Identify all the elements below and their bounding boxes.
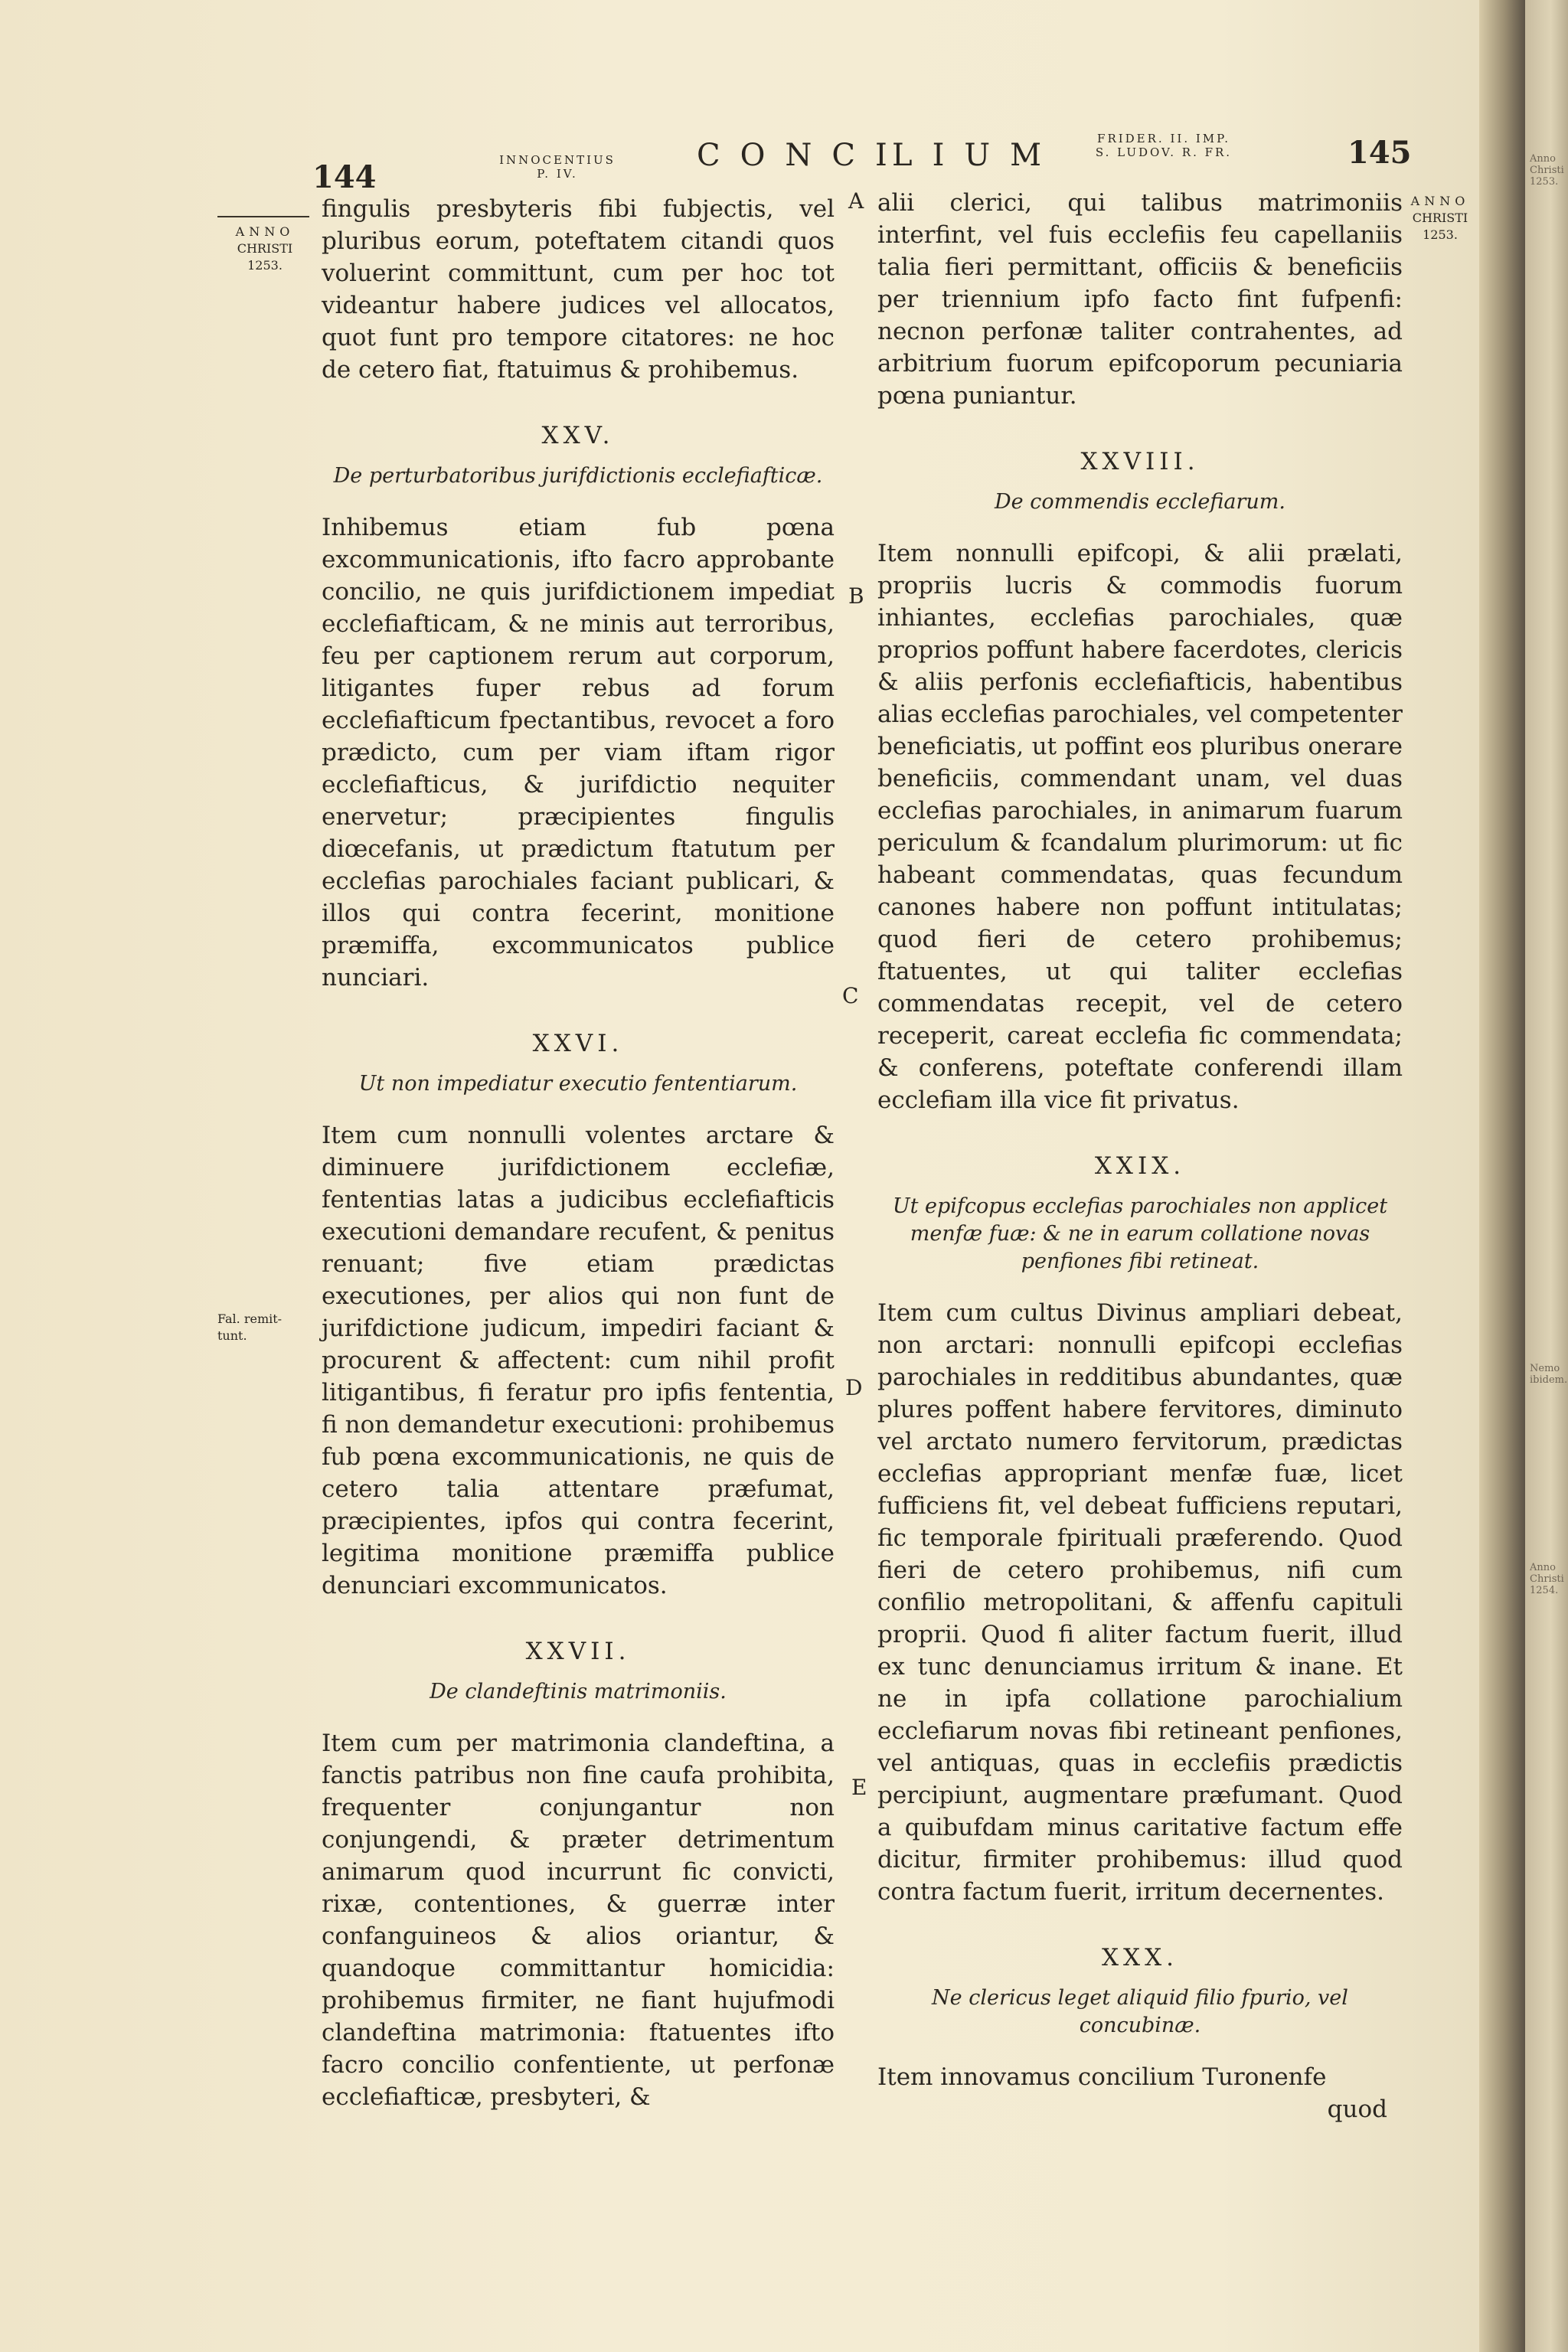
section-letter-c: C	[842, 983, 859, 1008]
left-margin-variant-note	[217, 1311, 312, 1344]
variant-note-line-2: tunt.	[217, 1328, 247, 1343]
left-running-head-line-1: INNOCENTIUS	[499, 153, 616, 167]
left-paragraph: Item cum per matrimonia clandeftina, a fanctis patribus non fine caufa prohibita, frequenter conjungantur non conjungendi, & præter detrimentum animarum quod incurrunt fic convicti, rixæ, contentiones, & guerræ inter confanguineos & alios oriantur, & quandoque committantur homicidia: prohibemus firmiter, ne fiant hujufmodi clandeftina matrimonia: ftatuentes ifto facro concilio confentiente, ut perfonæ ecclefiafticæ, presbyteri, &	[322, 1730, 835, 2111]
right-chapter-heading: De commendis ecclefiarum.	[995, 490, 1285, 514]
left-chapter-number: XXVII.	[525, 1638, 631, 1665]
left-page-number: 144	[312, 159, 377, 195]
right-chapter-heading: Ut epifcopus ecclefias parochiales non applicet menfæ fuæ: & ne in earum collatione novas penfiones fibi retineat.	[892, 1194, 1388, 1273]
left-paragraph: Item cum nonnulli volentes arctare & diminuere jurifdictionem ecclefiæ, fententias latas a judicibus ecclefiafticis executioni demandare recufent, & penitus renuant; five etiam prædictas executiones, per alios qui non funt de jurifdictione judicum, impediri faciant & procurent & affectent: cum nihil profit litigantibus, fi feratur pro ipfis fententia, fi non demandetur executioni: prohibemus fub pœna excommunicationis, ne quis de cetero talia attentare præfumat, præcipientes, ipfos qui contra fecerint, legitima monitione præmiffa publice denunciari excommunicatos.	[322, 1122, 835, 1599]
running-title-left: CONCI	[697, 138, 907, 173]
right-running-head-line-1: FRIDER. II. IMP.	[1097, 132, 1230, 145]
section-letter-a: A	[848, 188, 864, 214]
right-running-head-line-2: S. LUDOV. R. FR.	[1095, 145, 1233, 159]
right-chapter-number: XXX.	[1101, 1944, 1179, 1971]
margin-year: 1253.	[247, 258, 283, 273]
right-paragraph: Item cum cultus Divinus ampliari debeat, non arctari: nonnulli epifcopi ecclefias parochiales in redditibus abundantes, quæ plures poffent habere fervitores, diminuto vel arctato numero fervitorum, prædictas ecclefias appropriant menfæ fuæ, licet fufficiens fit, vel debeat fufficiens reputari, fic temporale fpirituali præferendo. Quod fieri de cetero prohibemus, nifi cum confilio metropolitani, & affenfu capituli proprii. Quod fi aliter factum fuerit, illud ex tunc denunciamus irritum & inane. Et ne in ipfa collatione parochialium ecclefiarum novas fibi retineant penfiones, vel antiquas, quas in ecclefiis prædictis percipiunt, augmentare præfumant. Quod a quibufdam minus caritative factum effe dicitur, firmiter prohibemus: illud quod contra factum fuerit, irritum decernentes.	[877, 1299, 1403, 1906]
right-page-number: 145	[1348, 135, 1412, 171]
left-chapter-heading: Ut non impediatur executio fententiarum.	[358, 1072, 798, 1096]
next-page-edge	[1525, 0, 1568, 2352]
edge-note-2: Nemo ibidem.	[1530, 1363, 1568, 1386]
page-gutter	[1479, 0, 1525, 2352]
right-paragraph: Item nonnulli epifcopi, & alii prælati, propriis lucris & commodis fuorum inhiantes, ecclefias parochiales, quæ proprios poffunt habere facerdotes, clericis & aliis perfonis ecclefiafticis, habentibus alias ecclefias parochiales, vel competenter beneficiatis, ut poffint eos pluribus onerare beneficiis, commendant unam, vel duas ecclefias parochiales, in animarum fuarum periculum & fcandalum plurimorum: ut fic habeant commendatas, quas fecundum canones habere non poffunt intitulatas; quod fieri de cetero prohibemus; ftatuentes, ut qui taliter ecclefias commendatas recepit, vel de cetero receperit, careat ecclefia fic commendata; & conferens, poteftate conferendi illam ecclefiam illa vice fit privatus.	[877, 540, 1403, 1114]
left-margin-year	[217, 224, 312, 274]
left-chapter-number: XXVI.	[532, 1030, 624, 1057]
margin-anno-right: ANNO	[1410, 194, 1470, 208]
margin-christi-right: CHRISTI	[1412, 211, 1468, 225]
edge-note-3: Anno Christi 1254.	[1530, 1562, 1564, 1596]
right-paragraph: Item innovamus concilium Turonenfe	[877, 2063, 1327, 2091]
margin-rule-left	[217, 216, 309, 217]
right-chapter-number: XXIX.	[1094, 1152, 1186, 1180]
left-chapter-heading: De clandeftinis matrimoniis.	[430, 1680, 727, 1704]
margin-anno: ANNO	[235, 224, 295, 239]
right-text-column	[877, 187, 1403, 2125]
section-letter-d: D	[845, 1375, 863, 1400]
left-text-column	[322, 193, 835, 2113]
right-paragraph: alii clerici, qui talibus matrimoniis interfint, vel fuis ecclefiis feu capellaniis talia fieri permittant, officiis & beneficiis per triennium ipfo facto fint fufpenfi: necnon perfonæ taliter contrahentes, ad arbitrium fuorum epifcoporum pecuniaria pœna puniantur.	[877, 189, 1403, 410]
left-running-head-line-2: P. IV.	[537, 167, 578, 181]
section-letter-b: B	[848, 583, 864, 609]
right-catchword: quod	[1327, 2096, 1387, 2123]
edge-note-1: Anno Christi 1253.	[1530, 153, 1564, 188]
right-chapter-heading: Ne clericus leget aliquid filio fpurio, vel concubinæ.	[932, 1986, 1348, 2037]
left-running-head	[481, 153, 634, 181]
margin-year-right: 1253.	[1423, 227, 1458, 242]
margin-christi: CHRISTI	[237, 241, 293, 256]
right-margin-year	[1398, 193, 1482, 243]
variant-note-line-1: Fal. remit-	[217, 1312, 283, 1326]
right-chapter-number: XXVIII.	[1080, 448, 1200, 475]
left-paragraph: Inhibemus etiam fub pœna excommunicationis, ifto facro approbante concilio, ne quis jurifdictionem impediat ecclefiafticam, & ne minis aut terroribus, feu per captionem rerum aut corporum, litigantes fuper rebus ad forum ecclefiafticum fpectantibus, revocet a foro prædicto, cum per viam iftam rigor ecclefiafticus, & jurifdictio nequiter enervetur; præcipientes fingulis diœcefanis, ut prædictum ftatutum per ecclefias parochiales faciant publicari, & illos qui contra fecerint, monitione præmiffa, excommunicatos publice nunciari.	[322, 514, 835, 991]
left-chapter-heading: De perturbatoribus jurifdictionis ecclefiafticæ.	[333, 464, 823, 488]
running-title-right: LIUM	[892, 138, 1062, 173]
right-running-head	[1057, 132, 1271, 159]
left-paragraph: fingulis presbyteris fibi fubjectis, vel pluribus eorum, poteftatem citandi quos voluerint committunt, cum per hoc tot videantur habere judices vel allocatos, quot funt pro tempore citatores: ne hoc de cetero fiat, ftatuimus & prohibemus.	[322, 195, 835, 384]
left-chapter-number: XXV.	[541, 422, 615, 449]
section-letter-e: E	[851, 1775, 867, 1800]
